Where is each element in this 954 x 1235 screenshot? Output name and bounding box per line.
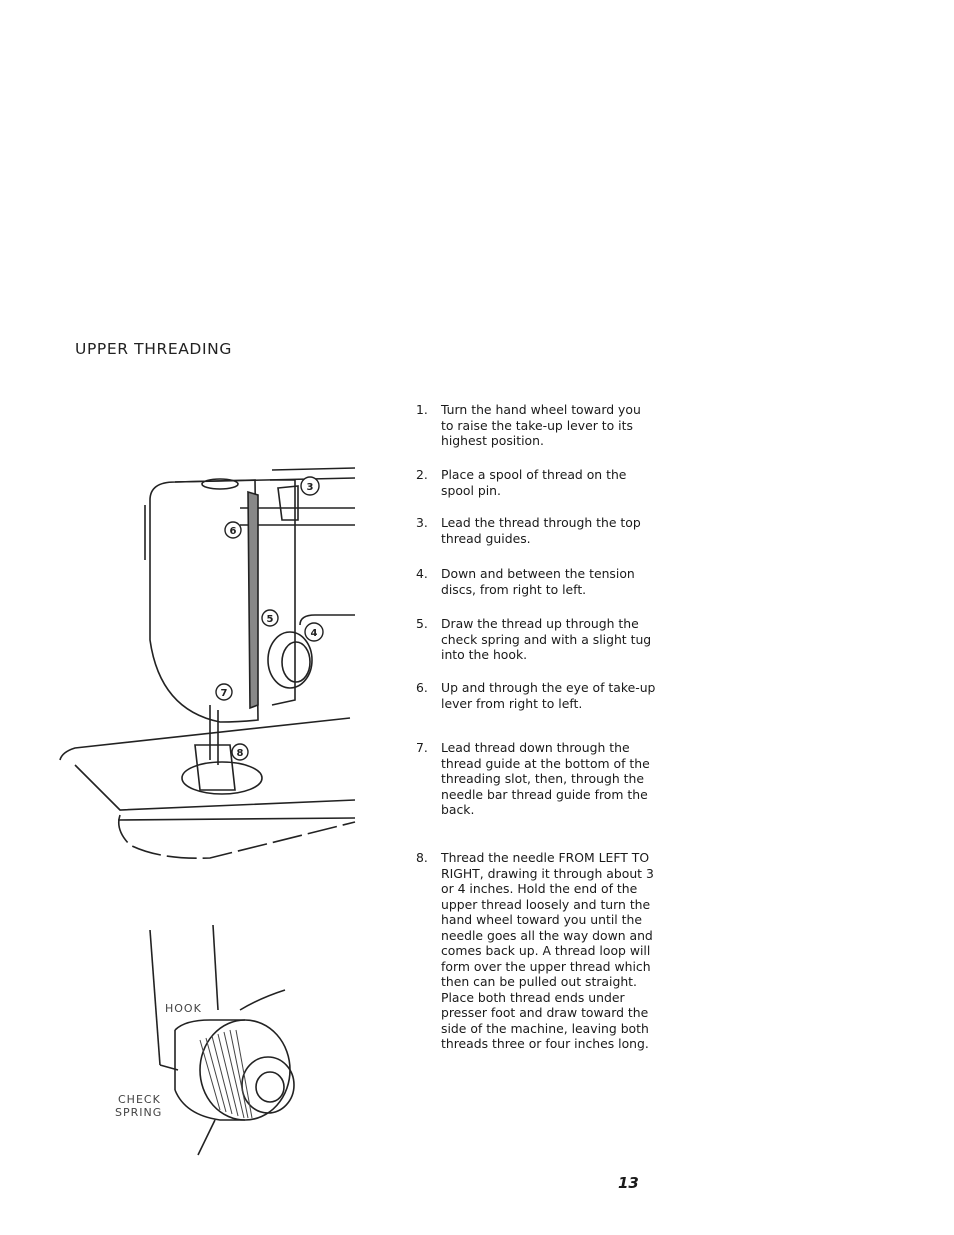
- callout-6: 6: [229, 526, 237, 537]
- step-8: 8. Thread the needle FROM LEFT TO RIGHT, drawing it through about 3 or 4 inches. Hold the end of the upper thread loosely and turn the hand wheel toward you until the needle goes all the way down and comes back up. A thread loop will form over the upper thread which then can be pulled out straight. Place both thread ends under presser foot and draw toward the side of the machine, leaving both threads three or four inches long.: [416, 850, 654, 1051]
- step-5: 5. Draw the thread up through the check spring and with a slight tug into the hook.: [416, 616, 652, 662]
- page-number: 13: [618, 1174, 639, 1192]
- step-3: 3. Lead the thread through the top thread guides.: [416, 515, 641, 546]
- callout-7: 7: [220, 688, 228, 699]
- callout-8: 8: [236, 748, 244, 759]
- spring-label: SPRING: [115, 1106, 163, 1119]
- callout-3: 3: [306, 482, 314, 493]
- hook-label: HOOK: [165, 1002, 202, 1015]
- check-label: CHECK: [118, 1093, 161, 1106]
- step-4: 4. Down and between the tension discs, from right to left.: [416, 566, 635, 597]
- step-6: 6. Up and through the eye of take-up lever from right to left.: [416, 680, 656, 711]
- page-title: UPPER THREADING: [75, 340, 232, 358]
- step-1: 1. Turn the hand wheel toward you to raise the take-up lever to its highest position.: [416, 402, 641, 448]
- step-7: 7. Lead thread down through the thread guide at the bottom of the threading slot, then, through the needle bar thread guide from the back.: [416, 740, 650, 817]
- callout-4: 4: [310, 628, 318, 639]
- tension-detail-illustration: [150, 925, 294, 1155]
- callout-5: 5: [266, 614, 274, 625]
- step-2: 2. Place a spool of thread on the spool pin.: [416, 467, 627, 498]
